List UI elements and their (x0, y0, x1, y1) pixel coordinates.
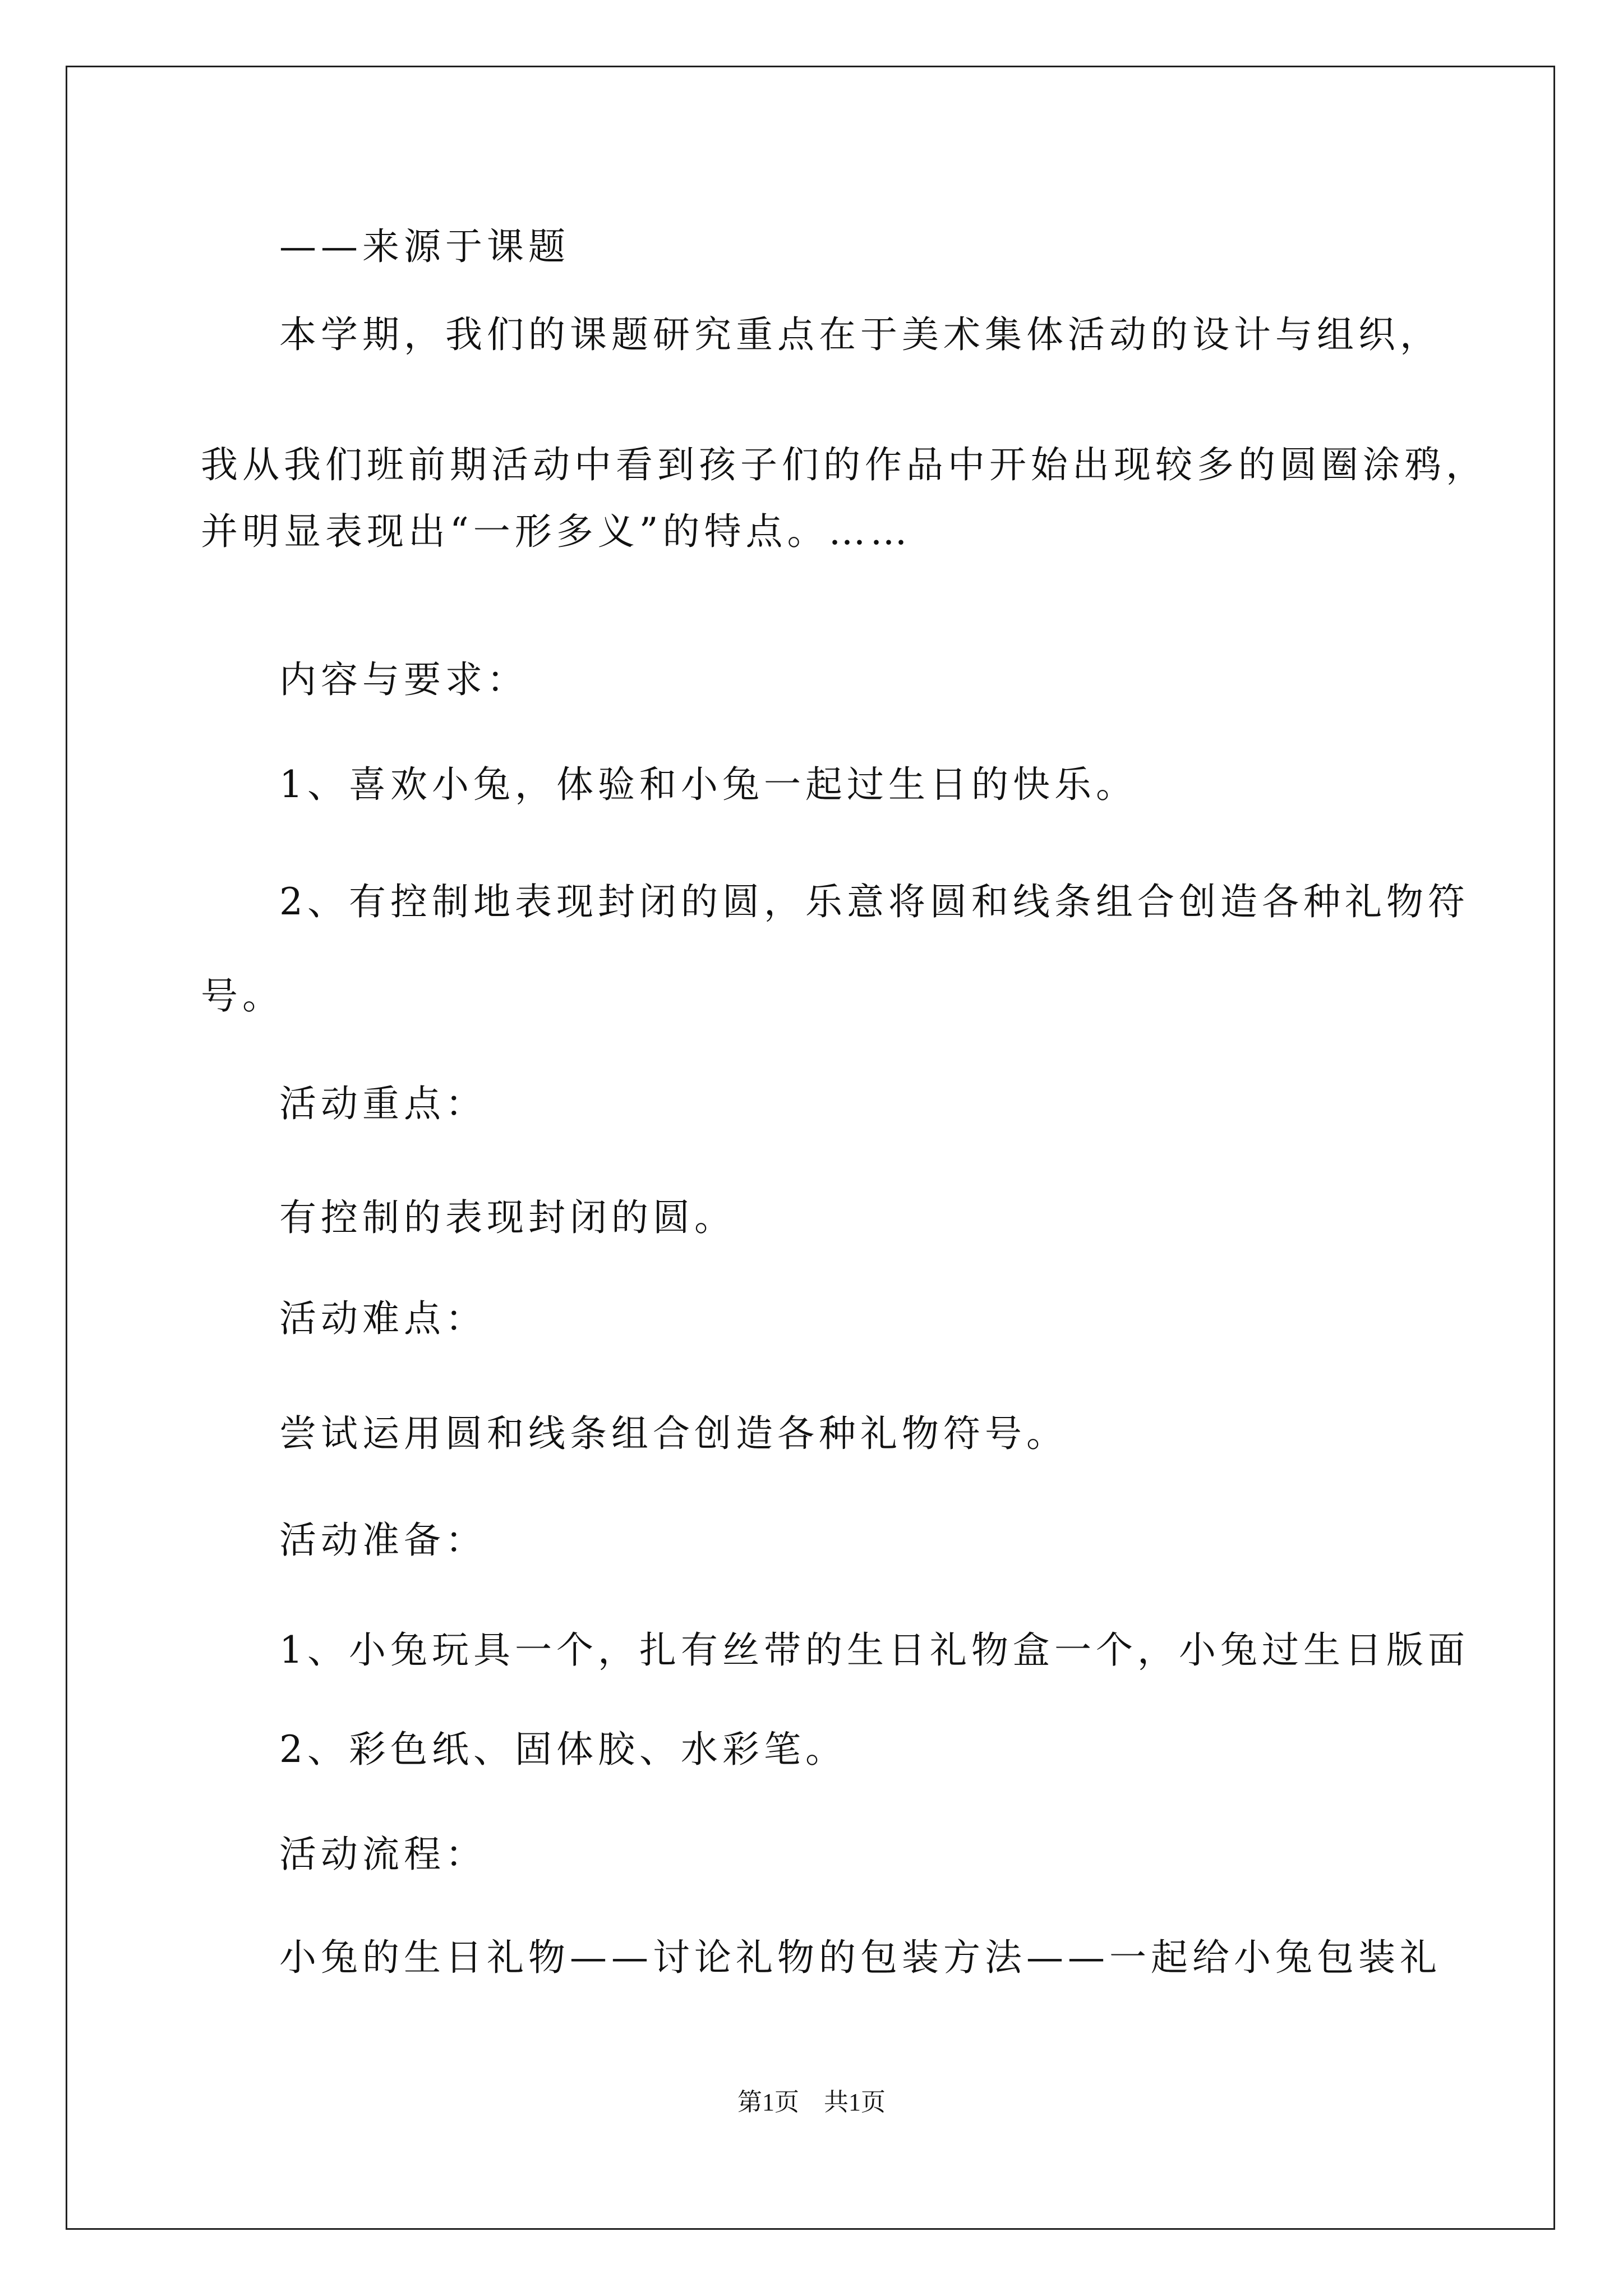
text-line-goal-1: 1、喜欢小兔，体验和小兔一起过生日的快乐。 (279, 763, 1137, 806)
text-line-goal-2: 2、有控制地表现封闭的圆，乐意将圆和线条组合创造各种礼物符 (279, 880, 1469, 923)
text-line-process: 小兔的生日礼物——讨论礼物的包装方法——一起给小兔包装礼 (279, 1936, 1441, 1979)
heading-preparation: 活动准备： (279, 1519, 487, 1562)
page-number-footer: 第1页 共1页 (737, 2088, 886, 2116)
text-line-key-point: 有控制的表现封闭的圆。 (279, 1196, 736, 1239)
heading-content-requirements: 内容与要求： (279, 658, 528, 701)
page-border (66, 66, 1555, 2230)
text-line-prep-2: 2、彩色纸、固体胶、水彩笔。 (279, 1728, 847, 1771)
text-line-prep-1: 1、小兔玩具一个，扎有丝带的生日礼物盒一个，小兔过生日版面 (279, 1628, 1469, 1672)
text-line-goal-2-cont: 号。 (201, 974, 284, 1018)
heading-difficulty: 活动难点： (279, 1297, 487, 1340)
heading-process: 活动流程： (279, 1833, 487, 1876)
text-line-source: ——来源于课题 (279, 225, 570, 268)
text-line-difficulty: 尝试运用圆和线条组合创造各种礼物符号。 (279, 1412, 1068, 1455)
heading-key-point: 活动重点： (279, 1082, 487, 1125)
text-line-intro-2: 我从我们班前期活动中看到孩子们的作品中开始出现较多的圆圈涂鸦， (201, 443, 1487, 486)
text-line-intro-3: 并明显表现出“一形多义”的特点。…… (201, 510, 912, 553)
text-line-intro-1: 本学期，我们的课题研究重点在于美术集体活动的设计与组织， (279, 313, 1441, 356)
